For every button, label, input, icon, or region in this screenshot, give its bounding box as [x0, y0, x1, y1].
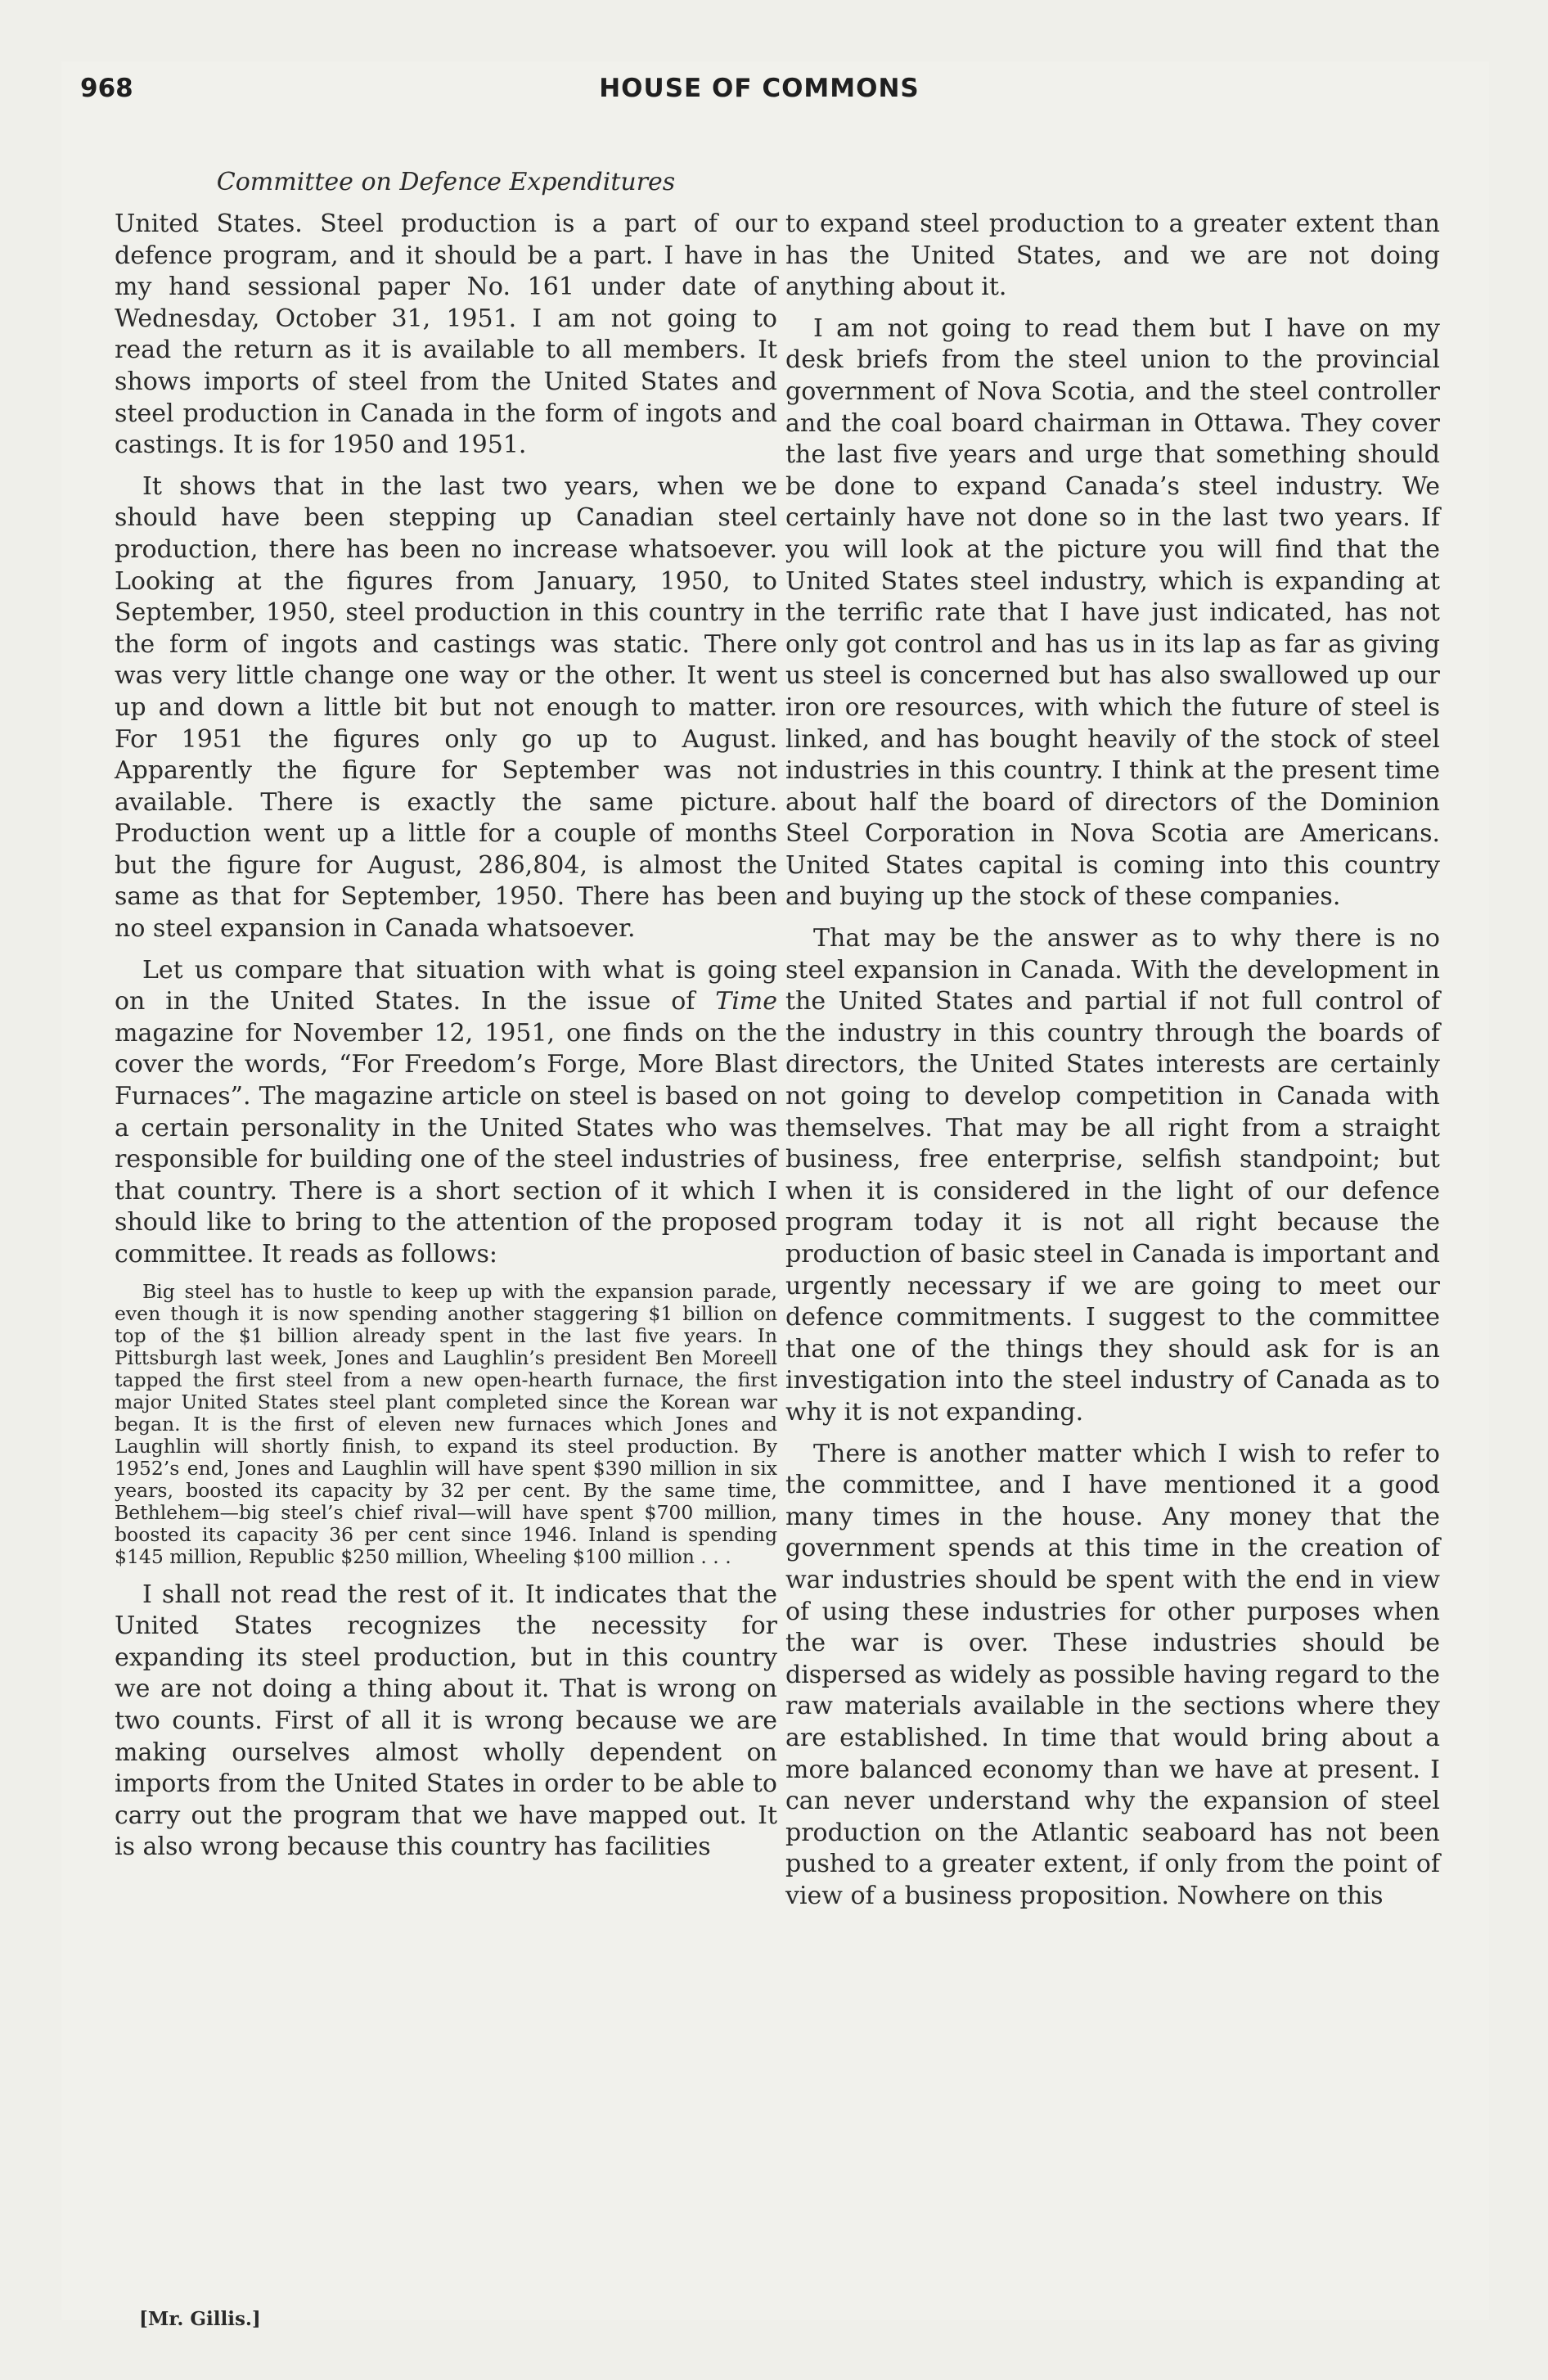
left-paragraph-4: I shall not read the rest of it. It indicates that the United States recognizes the necessity for expanding its steel production, but in this country we are not doing a thing about it. That is wrong on two counts. First of all it is wrong because we are making ourselves almost wholly dependent on imports from the United States in order to be able to carry out the program that we have mapped out. It is also wrong because this country has facilities [115, 1580, 777, 1862]
section-title: Committee on Defence Expenditures [216, 168, 676, 196]
journal-title: HOUSE OF COMMONS [599, 74, 920, 103]
right-paragraph-1: to expand steel production to a greater extent than has the United States, and we are not doing anything about it. [785, 210, 1440, 302]
right-paragraph-3: That may be the answer as to why there is no steel expansion in Canada. With the development in the United States and partial if not full control of the industry in this country through the boards of directors, the United States interests are certainly not going to develop competition in Canada with themselves. That may be all right from a straight business, free enterprise, selfish standpoint; but when it is considered in the light of our defence program today it is not all right because the production of basic steel in Canada is important and urgently necessary if we are going to meet our defence commitments. I suggest to the committee that one of the things they should ask for is an investigation into the steel industry of Canada as to why it is not expanding. [785, 924, 1440, 1427]
magazine-name: Time [715, 987, 777, 1016]
left-paragraph-2: It shows that in the last two years, when we should have been stepping up Canadian steel production, there has been no increase whatsoever. Looking at the figures from January, 1950, to September, 1950, steel production in this country in the form of ingots and castings was static. There was very little change one way or the other. It went up and down a little bit but not enough to matter. For 1951 the figures only go up to August. Apparently the figure for September was not available. There is exactly the same picture. Production went up a little for a couple of months but the figure for August, 286,804, is almost the same as that for September, 1950. There has been no steel expansion in Canada whatsoever. [115, 471, 777, 944]
right-paragraph-4: There is another matter which I wish to refer to the committee, and I have mentioned it a good many times in the house. Any money that the government spends at this time in the creation of war industries should be spent with the end in view of using these industries for other purposes when the war is over. These industries should be dispersed as widely as possible having regard to the raw materials available in the sections where they are established. In time that would bring about a more balanced economy than we have at present. I can never understand why the expansion of steel production on the Atlantic seaboard has not been pushed to a greater extent, if only from the point of view of a business proposition. Nowhere on this [785, 1439, 1440, 1910]
p3-text-before: Let us compare that situation with what is going on in the United States. In the issue of [115, 955, 777, 1016]
left-column [115, 209, 777, 1873]
left-paragraph-3 [115, 955, 777, 1271]
page-number: 968 [80, 74, 133, 103]
page-header [80, 74, 1438, 115]
right-paragraph-2: I am not going to read them but I have on my desk briefs from the steel union to the provincial government of Nova Scotia, and the steel controller and the coal board chairman in Ottawa. They cover the last five years and urge that something should be done to expand Canada’s steel industry. We certainly have not done so in the last two years. If you will look at the picture you will find that the United States steel industry, which is expanding at the terrific rate that I have just indicated, has not only got control and has us in its lap as far as giving us steel is concerned but has also swallowed up our iron ore resources, with which the future of steel is linked, and has bought heavily of the stock of steel industries in this country. I think at the present time about half the board of directors of the Dominion Steel Corporation in Nova Scotia are Americans. United States capital is coming into this country and buying up the stock of these companies. [785, 313, 1440, 912]
speaker-attribution: [Mr. Gillis.] [139, 2308, 261, 2330]
p3-text-after: magazine for November 12, 1951, one finds on the cover the words, “For Freedom’s Forge, More Blast Furnaces”. The magazine article on steel is based on a certain personality in the United States who was responsible for building one of the steel industries of that country. There is a short section of it which I should like to bring to the attention of the proposed committee. It reads as follows: [115, 1018, 777, 1269]
quoted-excerpt: Big steel has to hustle to keep up with the expansion parade, even though it is now spending another staggering $1 billion on top of the $1 billion already spent in the last five years. In Pittsburgh last week, Jones and Laughlin’s president Ben Moreell tapped the first steel from a new open-hearth furnace, the first major United States steel plant completed since the Korean war began. It is the first of eleven new furnaces which Jones and Laughlin will shortly finish, to expand its steel production. By 1952’s end, Jones and Laughlin will have spent $390 million in six years, boosted its capacity by 32 per cent. By the same time, Bethlehem—big steel’s chief rival—will have spent $700 million, boosted its capacity 36 per cent since 1946. Inland is spending $145 million, Republic $250 million, Wheeling $100 million . . . [115, 1279, 777, 1568]
left-paragraph-1: United States. Steel production is a part of our defence program, and it should be a part. I have in my hand sessional paper No. 161 under date of Wednesday, October 31, 1951. I am not going to read the return as it is available to all members. It shows imports of steel from the United States and steel production in Canada in the form of ingots and castings. It is for 1950 and 1951. [115, 210, 777, 460]
right-column [785, 209, 1440, 1922]
